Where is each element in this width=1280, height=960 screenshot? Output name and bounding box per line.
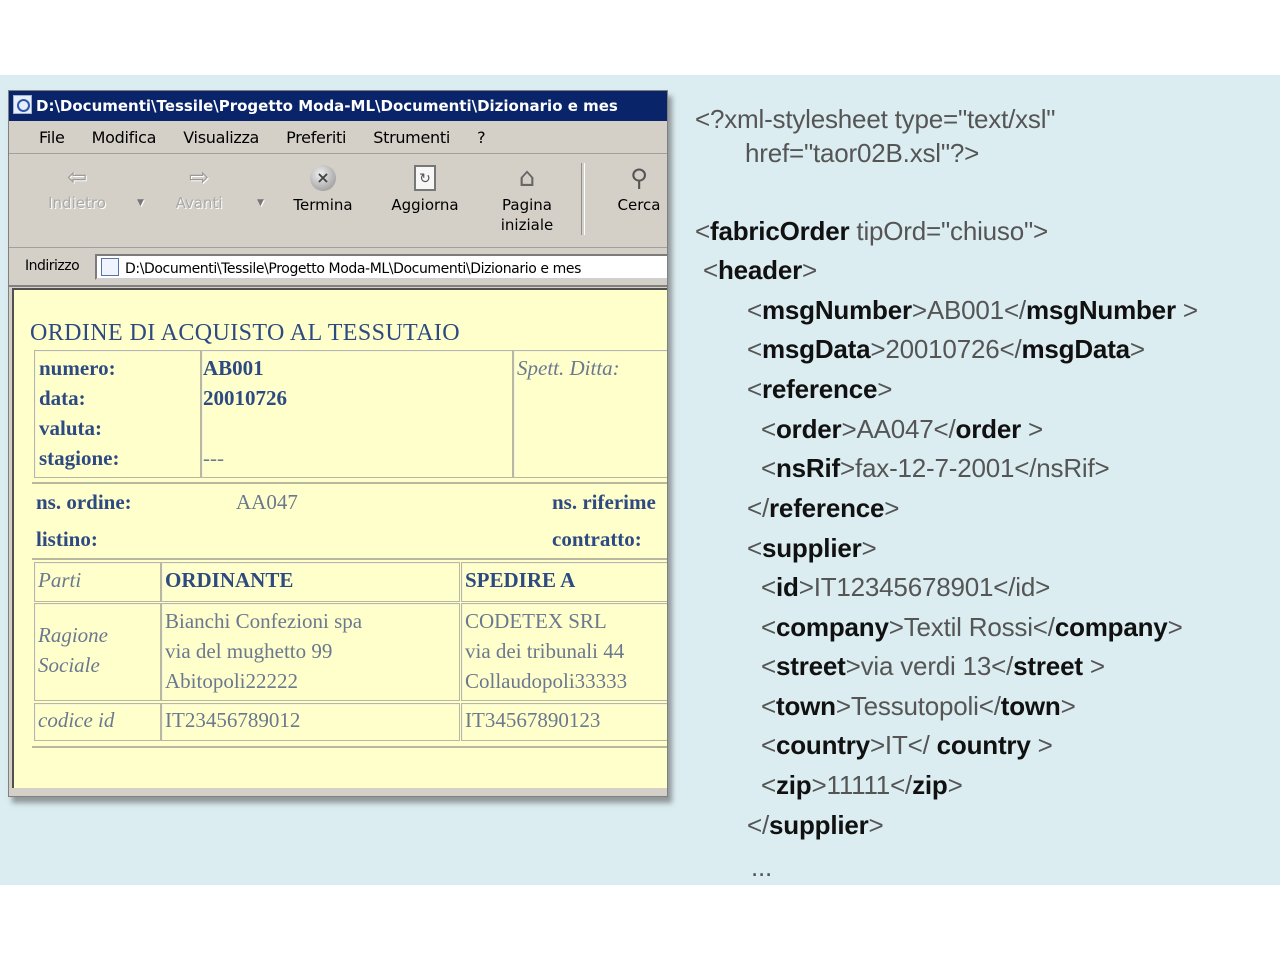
menu-help[interactable]: ?: [477, 128, 486, 147]
xml-line-header: <header>: [703, 255, 818, 285]
listino-label: listino:: [36, 527, 98, 551]
toolbar: [9, 155, 667, 248]
xml-line-supplier-close: </supplier>: [747, 810, 884, 840]
address-input[interactable]: [95, 254, 668, 280]
xml-line-street: <street>via verdi 13</street >: [761, 651, 1105, 681]
xml-line-supplier-open: <supplier>: [747, 533, 877, 563]
address-value: D:\Documenti\Tessile\Progetto Moda-ML\Documenti\Dizionario e mes: [125, 261, 582, 277]
refresh-label: Aggiorna: [391, 196, 459, 214]
data-value: 20010726: [203, 386, 287, 410]
back-button[interactable]: [33, 159, 144, 213]
codice-id-label: codice id: [38, 708, 115, 732]
browser-app-icon: [13, 95, 32, 114]
forward-arrow-icon: ⇨: [188, 163, 210, 191]
address-bar: [9, 249, 667, 287]
browser-window: [8, 90, 668, 797]
menu-file[interactable]: File: [39, 128, 65, 147]
forward-dropdown-icon[interactable]: ▼: [257, 198, 264, 208]
xml-line-href: href="taor02B.xsl"?>: [745, 138, 980, 168]
ordinante-line: Bianchi Confezioni spa: [165, 609, 363, 633]
ns-ordine-value: AA047: [236, 490, 298, 514]
search-label: Cerca: [617, 196, 661, 214]
menu-modifica[interactable]: Modifica: [91, 128, 157, 147]
ns-riferimento-label: ns. riferime: [552, 490, 656, 514]
xml-line-msg-data: <msgData>20010726</msgData>: [747, 334, 1145, 364]
search-icon: ⚲: [630, 164, 648, 192]
ragione-label-line2: Sociale: [38, 653, 100, 677]
home-label-line1: Pagina: [502, 196, 552, 214]
numero-label: numero:: [39, 356, 116, 380]
xml-line-fabric-order: <fabricOrder tipOrd="chiuso">: [695, 216, 1048, 246]
xml-line-reference-open: <reference>: [747, 374, 893, 404]
window-title: D:\Documenti\Tessile\Progetto Moda-ML\Documenti\Dizionario e mes: [36, 97, 618, 115]
stagione-value: ---: [203, 446, 224, 470]
divider: [32, 558, 668, 560]
xml-line-reference-close: </reference>: [747, 493, 900, 523]
xml-line-town: <town>Tessutopoli</town>: [761, 691, 1076, 721]
spett-ditta-label: Spett. Ditta:: [517, 356, 620, 380]
title-bar: [9, 91, 667, 121]
ns-ordine-label: ns. ordine:: [36, 490, 132, 514]
address-label: Indirizzo: [25, 258, 80, 274]
xml-line-id: <id>IT12345678901</id>: [761, 572, 1051, 602]
menu-visualizza[interactable]: Visualizza: [183, 128, 260, 147]
back-label: Indietro: [48, 194, 106, 212]
spedire-line: via dei tribunali 44: [465, 639, 625, 663]
toolbar-separator: [581, 163, 585, 235]
back-dropdown-icon[interactable]: ▼: [137, 198, 144, 208]
forward-button[interactable]: [155, 159, 264, 213]
stop-button[interactable]: [279, 159, 367, 215]
page-content: [12, 288, 668, 788]
xml-line-ns-rif: <nsRif>fax-12-7-2001</nsRif>: [761, 453, 1110, 483]
spedire-code: IT34567890123: [465, 708, 601, 732]
page-icon: [101, 258, 119, 276]
search-button[interactable]: [595, 159, 668, 215]
xml-line-ellipsis: ...: [751, 852, 773, 882]
ragione-label-line1: Ragione: [38, 623, 108, 647]
menu-preferiti[interactable]: Preferiti: [286, 128, 347, 147]
data-label: data:: [39, 386, 86, 410]
xml-line-msg-number: <msgNumber>AB001</msgNumber >: [747, 295, 1198, 325]
xml-line-order: <order>AA047</order >: [761, 414, 1044, 444]
home-label-line2: iniziale: [500, 216, 554, 234]
refresh-button[interactable]: [381, 159, 469, 215]
divider: [32, 482, 668, 484]
ordinante-code: IT23456789012: [165, 708, 301, 732]
document-title: ORDINE DI ACQUISTO AL TESSUTAIO: [30, 320, 461, 346]
stop-icon: ×: [310, 165, 336, 191]
forward-label: Avanti: [175, 194, 223, 212]
xml-line-country: <country>IT</ country >: [761, 730, 1053, 760]
xml-line-stylesheet: <?xml-stylesheet type="text/xsl": [695, 104, 1056, 134]
numero-value: AB001: [203, 356, 264, 380]
stagione-label: stagione:: [39, 446, 120, 470]
ordinante-line: Abitopoli22222: [165, 669, 299, 693]
refresh-icon: ↻: [414, 165, 436, 191]
menu-strumenti[interactable]: Strumenti: [373, 128, 450, 147]
contratto-label: contratto:: [552, 527, 642, 551]
spedire-header: SPEDIRE A: [465, 568, 576, 592]
stop-label: Termina: [293, 196, 353, 214]
parti-label: Parti: [38, 568, 82, 592]
valuta-label: valuta:: [39, 416, 102, 440]
spedire-line: CODETEX SRL: [465, 609, 607, 633]
home-button[interactable]: [483, 159, 571, 235]
xml-line-company: <company>Textil Rossi</company>: [761, 612, 1183, 642]
ordinante-line: via del mughetto 99: [165, 639, 333, 663]
divider: [32, 746, 668, 748]
ordinante-header: ORDINANTE: [165, 568, 294, 592]
menu-bar: [9, 123, 667, 154]
home-icon: ⌂: [518, 163, 536, 193]
ragione-label-cell: [34, 603, 161, 701]
back-arrow-icon: ⇦: [66, 163, 88, 191]
spedire-line: Collaudopoli33333: [465, 669, 628, 693]
xml-line-zip: <zip>11111</zip>: [761, 770, 963, 800]
